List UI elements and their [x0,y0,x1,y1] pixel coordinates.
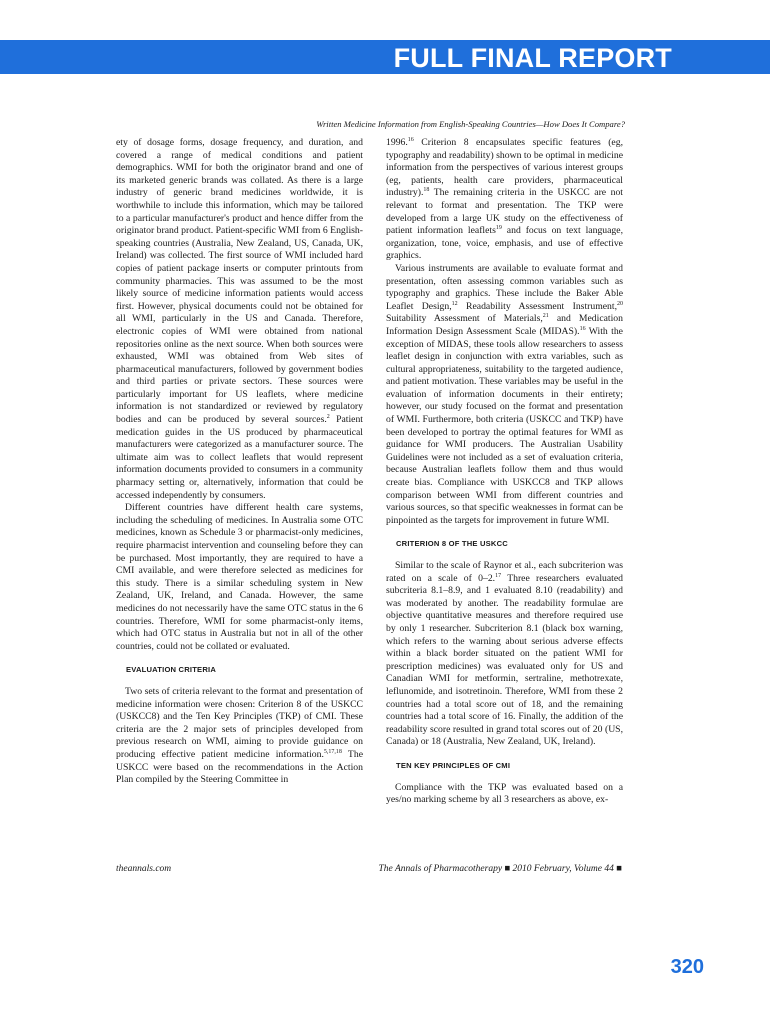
reference: 20 [617,300,623,307]
page-number: 320 [670,956,704,978]
right-column [386,137,623,807]
reference: 5,17,18 [323,748,342,755]
text: The USKCC were based on the recommendations in the Action Plan compiled by the Steering Committee in [116,748,363,786]
left-column [116,137,363,787]
text: Similar to the scale of Raynor et al., each subcriterion was rated on a scale of 0–2. [386,560,623,584]
text: and Medication Information Design Assessment Scale (MIDAS). [386,313,623,337]
reference: 12 [451,300,458,307]
paragraph [386,263,623,527]
reference: 19 [495,224,502,231]
reference: 18 [423,187,430,194]
text: Suitability Assessment of Materials, [386,313,543,325]
text: Criterion 8 encapsulates specific features (eg, typography and readability) shown to be optimal in medicine information from the perspectives of various interest groups (eg, patients, health care providers, pharmaceutical industry). [386,137,623,199]
reference: 16 [407,136,414,143]
report-title: FULL FINAL REPORT [393,43,672,73]
text: ety of dosage forms, dosage frequency, and duration, and covered a range of medical conditions and patient demographics. WMI for both the originator brand and one of its marketed generic brands was collated. As there is a large industry of generic brand medicines worldwide, it is worthwhile to include this information, which may be tailored to a particular manufacturer's product and hence differ from the originator brand product. Patient-specific WMI from 6 English-speaking countries (Australia, New Zealand, US, Canada, UK, Ireland) was collected. The first source of WMI included hard copies of patient package inserts or computer printouts from community pharmacies. This was assumed to be the most likely source of medicine information patients would access first. However, physical documents could not be obtained for all WMI, particularly in the US and Canada. Therefore, electronic copies of WMI were obtained from national repositories online as the next source. When both sources were exhausted, WMI was obtained from Web sites of pharmaceutical manufacturers, followed by government bodies and third parties or private sectors. These sources were particularly important for US leaflets, where medicine information is not standardized or reviewed by regulatory bodies and can be produced by several sources. [116,137,363,426]
text: Readability Assessment Instrument, [457,300,617,312]
reference: 21 [542,313,549,320]
paragraph: Different countries have different health care systems, including the scheduling of medicines. In Australia some OTC medicines, known as Schedule 3 or pharmacist-only medicines, require pharmacist intervention and counseling before they can be purchased. Most importantly, they are required to have a CMI available, and were therefore selected as medicines for this study. There is a similar scheduling system in New Zealand, UK, Ireland, and Canada. However, the same medicines do not necessarily have the same OTC status in the 6 countries. Therefore, WMI for some pharmacist-only items, which had OTC status in Australia but not in all of the other countries, could not be collated or evaluated. [116,502,363,652]
text: The remaining criteria in the USKCC are not relevant to format and presentation. The TKP were developed from a large UK study on the effectiveness of patient information leaflets [386,187,623,237]
footer-journal: The Annals of Pharmacotherapy ■ 2010 February, Volume 44 ■ [378,864,622,874]
header-banner [0,40,770,74]
text: and focus on text language, organization, tone, voice, emphasis, and use of effective graphics. [386,225,623,262]
paragraph: Compliance with the TKP was evaluated based on a yes/no marking scheme by all 3 researchers as above, ex- [386,781,623,806]
reference: 16 [579,325,586,332]
text: Patient medication guides in the US produced by pharmaceutical manufacturers were categorized as a manufacturer source. The ultimate aim was to collect leaflets that would represent information documents provided to consumers in a community pharmacy setting or, alternatively, information that could be accessed independently by consumers. [116,414,363,501]
section-heading: TEN KEY PRINCIPLES OF CMI [396,760,511,770]
paragraph [116,137,363,502]
text: Various instruments are available to evaluate format and presentation, often assessing common variables such as typography and graphics. These include the Baker Able Leaflet Design, [386,262,623,312]
text: With the exception of MIDAS, these tools allow researchers to assess leaflet design in conjunction with extra variables, such as cultural appropriateness, suitability to the targeted audience, and patient motivation. These variables may be useful in the evaluation of information documents in their entirety; however, our study focused on the format and presentation of WMI. Furthermore, both criteria (USKCC and TKP) have been developed to portray the optimal features for WMI as guidance for WMI producers. The Australian Usability Guidelines were not included as a set of evaluation criteria, because Australian leaflets follow them and thus would create bias. Compliance with USKCC8 and TKP allows comparison between WMI from different countries and various sources, so that specific weaknesses in format can be pinpointed as the targets for improvement in future WMI. [386,325,623,526]
paragraph [386,137,623,263]
paragraph [386,560,623,749]
running-head: Written Medicine Information from English-Speaking Countries—How Does It Compare? [316,119,625,129]
footer-website: theannals.com [116,864,172,874]
text: 1996. [386,137,408,148]
reference: 2 [326,413,330,420]
section-heading: EVALUATION CRITERIA [126,665,216,675]
section-heading: CRITERION 8 OF THE USKCC [396,539,508,549]
reference: 17 [495,572,502,579]
text: Two sets of criteria relevant to the format and presentation of medicine information were chosen: Criterion 8 of the USKCC (USKCC8) and the Ten Key Principles (TKP) of CMI. These criteria are the 2 major sets of principles developed from previous research on WMI, aiming to provide guidance on producing effective patient medicine information. [116,685,363,760]
paragraph [116,686,363,787]
text: Three researchers evaluated subcriteria 8.1–8.9, and 1 evaluated 8.10 (readability) and was moderated by another. The readability formulae are objective quantitative measures and therefore required use by only 1 researcher. Subcriterion 8.1 (black box warning, which refers to the warning about serious adverse effects within a black border situated on the patient WMI for prescription medicines) was evaluated only for US and Canadian WMI for metformin, sertraline, methotrexate, leflunomide, and isotretinoin. Therefore, WMI from these 2 countries had a total score out of 18, and the remaining countries had a total score of 16. Finally, the addition of the readability score resulted in grand total scores out of 20 (US, Canada) or 18 (Australia, New Zealand, UK, Ireland). [386,572,623,748]
